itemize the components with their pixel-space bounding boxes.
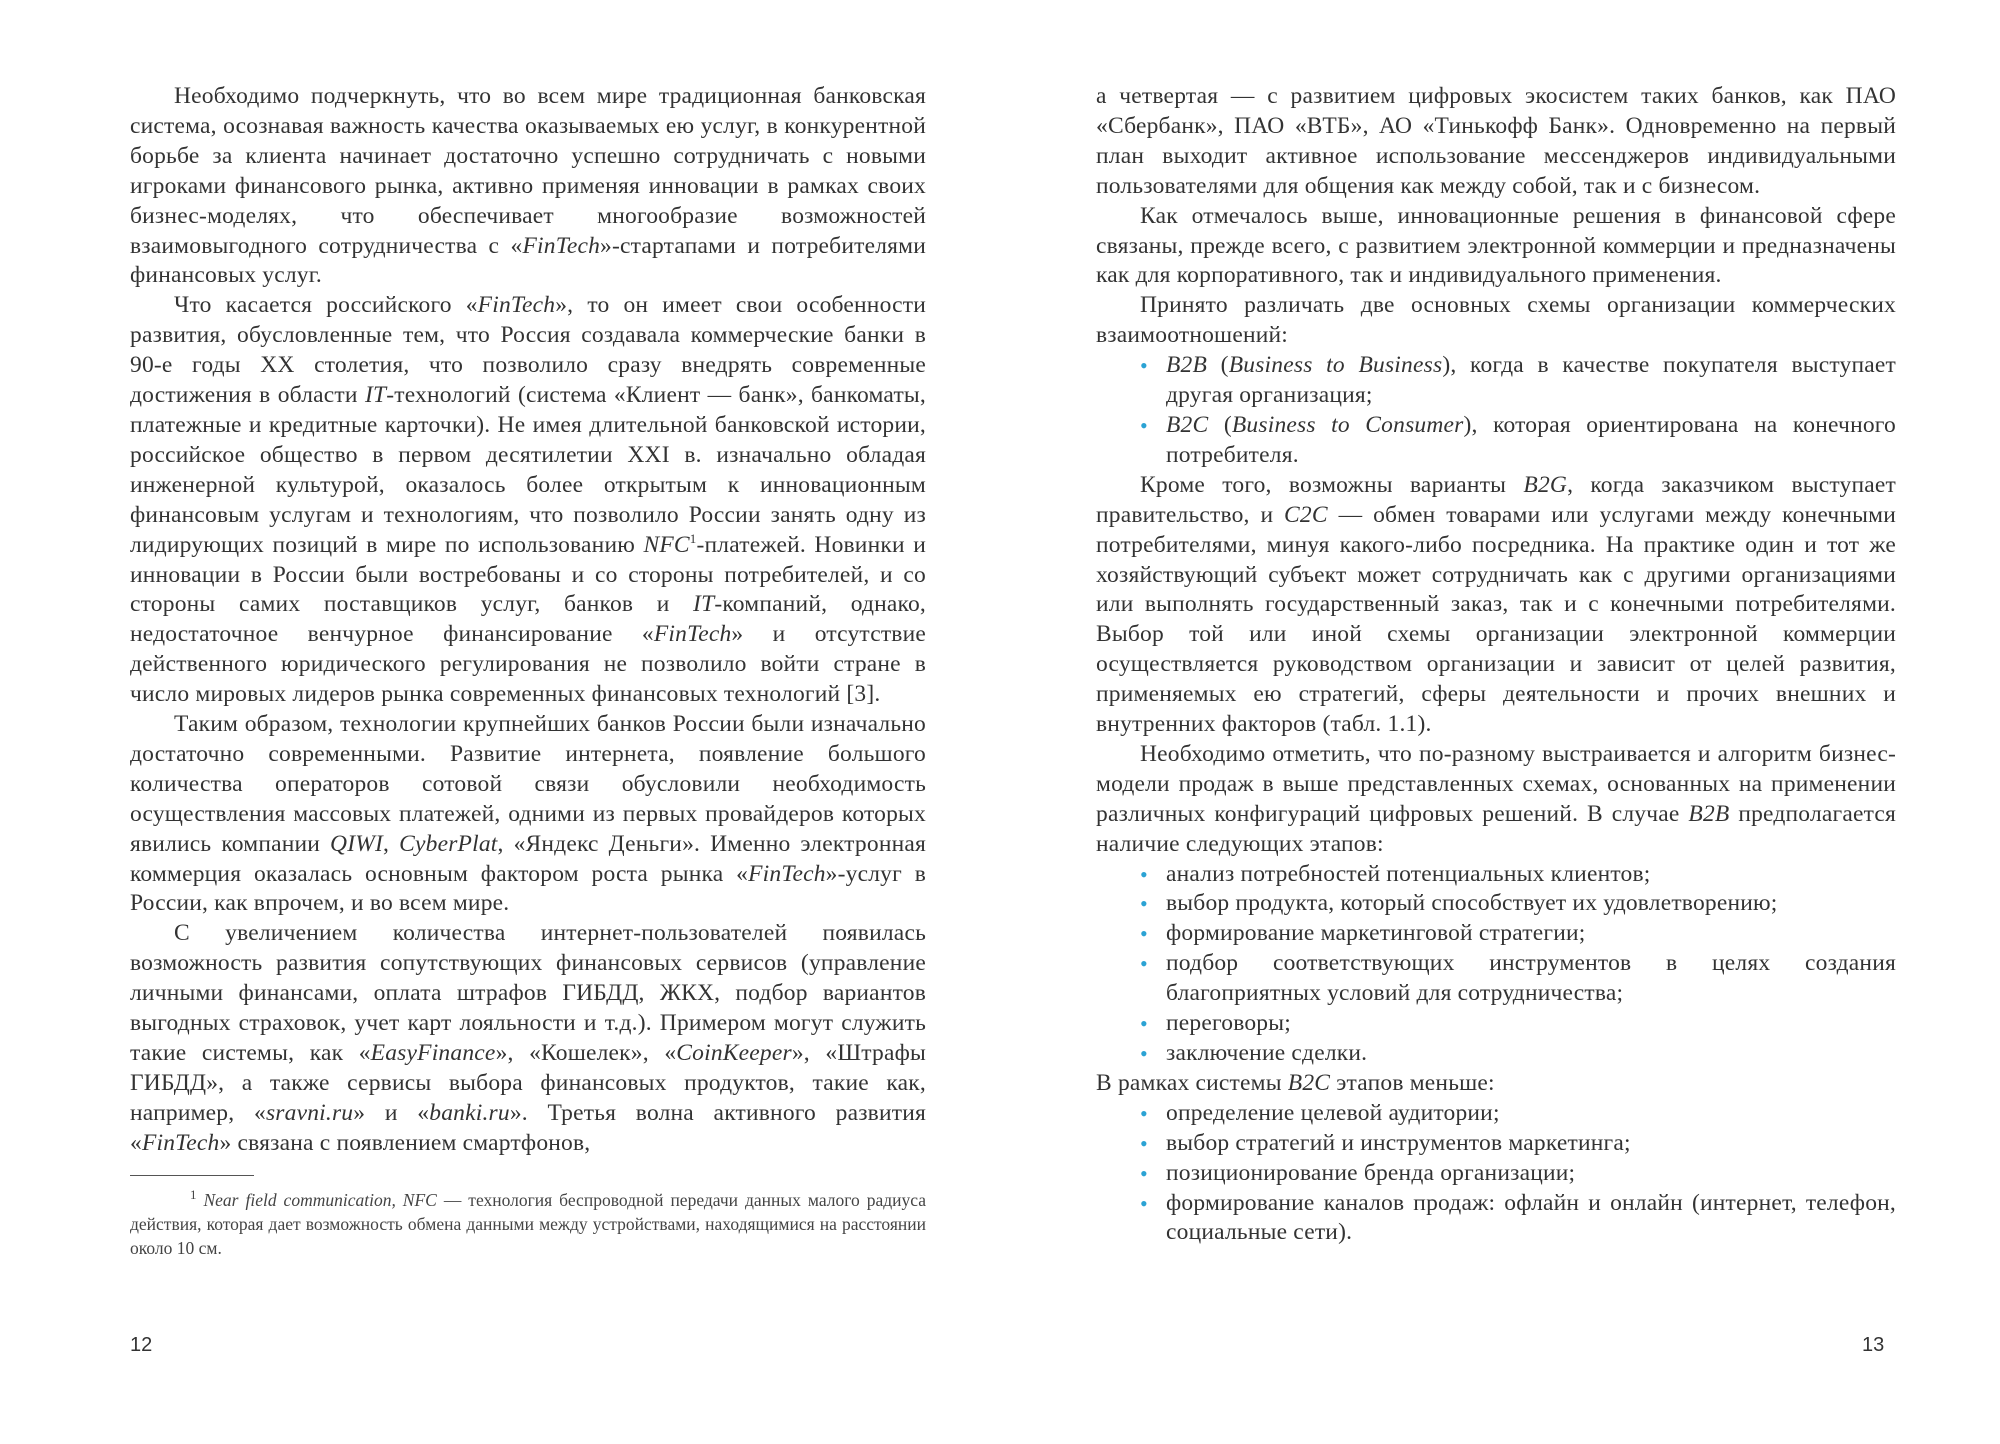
italic-term: EasyFinance [370, 1040, 496, 1066]
italic-term: B2B [1688, 800, 1730, 827]
list-item: • анализ потребностей потенциальных клиентов; [1096, 860, 1896, 890]
bullet-icon: • [1140, 353, 1148, 379]
bullet-icon: • [1140, 1011, 1148, 1037]
italic-term: FinTech [141, 1129, 220, 1156]
paragraph: Таким образом, технологии крупнейших банков России были изначально достаточно современными. Развитие интернета, появление большого количества операторов сотовой связи обусловили необходимость осуществления массовых платежей, одними из первых провайдеров которых явились компании QIWI, CyberPlat, «Яндекс Деньги». Именно электронная коммерция оказалась основным фактором роста рынка «FinTech»-услуг в России, как впрочем, и во всем мире. [130, 711, 927, 917]
bullet-list [1096, 860, 1896, 1069]
paragraph: В рамках системы B2C этапов меньше: [1096, 1069, 1495, 1096]
list-item: • переговоры; [1096, 1009, 1896, 1039]
right-page [1096, 82, 1896, 1248]
list-item: • выбор стратегий и инструментов маркетинга; [1096, 1129, 1896, 1159]
footnote: $^1$ Near field communication, NFC — технология беспроводной передачи данных малого радиуса действия, которая дает возможность обмена данными между устройствами, находящимися на расстоянии около 10 см. [130, 1186, 926, 1258]
bullet-icon: • [1140, 891, 1148, 917]
footnote-mark: 1 [689, 530, 697, 546]
italic-term: FinTech [477, 292, 556, 319]
footnote-mark: 1 [190, 1186, 197, 1202]
italic-term: CoinKeeper [676, 1040, 792, 1066]
list-item: • B2C (Business to Consumer), которая ориентирована на конечного потребителя. [1140, 411, 1896, 468]
italic-term: FinTech [653, 621, 732, 648]
italic-term: NFC [643, 531, 690, 558]
footnote-separator [130, 1175, 254, 1176]
paragraph: Как отмечалось выше, инновационные решения в финансовой сфере связаны, прежде всего, с развитием электронной коммерции и предназначены как для корпоративного, так и индивидуального применения. [1096, 202, 1896, 289]
italic-term: B2C [1287, 1069, 1331, 1096]
bullet-icon: • [1140, 1130, 1148, 1156]
bullet-icon: • [1140, 921, 1148, 947]
list-item: • формирование маркетинговой стратегии; [1096, 919, 1896, 949]
bullet-icon: • [1140, 951, 1148, 977]
list-item: • формирование каналов продаж: офлайн и онлайн (интернет, телефон, социальные сети). [1140, 1189, 1896, 1246]
bullet-icon: • [1140, 1100, 1148, 1126]
paragraph: Что касается российского «FinTech», то он имеет свои особенности развития, обусловленные тем, что Россия создавала коммерческие банки в 90-е годы XX столетия, что позволило сразу внедрять современные достижения в области IT-технологий (система «Клиент — банк», банкоматы, платежные и кредитные карточки). Не имея длительной банковской истории, российское общество в первом десятилетии XXI в. изначально обладая инженерной культурой, оказалось более открытым к инновационным финансовым услугам и технологиям, что позволило России занять одну из лидирующих позиций в мире по использованию NFC$^1$-платежей. Новинки и инновации в России были востребованы и со стороны потребителей, и со стороны самих поставщиков услуг, банков и IT-компаний, однако, недостаточное венчурное финансирование «FinTech» и отсутствие действенного юридического регулирования не позволило войти стране в число мировых лидеров рынка современных финансовых технологий [3]. [130, 292, 926, 708]
bullet-icon: • [1140, 412, 1148, 438]
paragraph: Принято различать две основных схемы организации коммерческих взаимоотношений: [1096, 292, 1896, 349]
paragraph: Необходимо подчеркнуть, что во всем мире традиционная банковская система, осознавая важность качества оказываемых ею услуг, в конкурентной борьбе за клиента начинает достаточно успешно сотрудничать с новыми игроками финансового рынка, активно применяя инновации в рамках своих бизнес-моделях, что обеспечивает многообразие возможностей взаимовыгодного сотрудничества с «FinTech»-стартапами и потребителями финансовых услуг. [130, 83, 926, 289]
right-page-body [1096, 82, 1896, 1248]
italic-term: QIWI [330, 830, 384, 857]
paragraph: С увеличением количества интернет-пользователей появилась возможность развития сопутствующих финансовых сервисов (управление личными финансами, оплата штрафов ГИБДД, ЖКХ, подбор вариантов выгодных страховок, учет карт лояльности и т.д.). Примером могут служить такие системы, как «EasyFinance», «Кошелек», «CoinKeeper», «Штрафы ГИБДД», а также сервисы выбора финансовых продуктов, такие как, например, «sravni.ru» и «banki.ru». Третья волна активного развития «FinTech» связана с появлением смартфонов, [130, 920, 927, 1156]
list-item: • позиционирование бренда организации; [1096, 1159, 1896, 1189]
italic-term: IT [693, 591, 715, 618]
bullet-list [1096, 1099, 1896, 1249]
bullet-list [1096, 351, 1896, 471]
italic-term: C2C [1284, 501, 1328, 528]
bullet-icon: • [1140, 1160, 1148, 1186]
paragraph: Необходимо отметить, что по-разному выстраивается и алгоритм бизнес-модели продаж в выше представленных схемах, основанных на применении различных конфигураций цифровых решений. В случае B2B предполагается наличие следующих этапов: [1096, 740, 1897, 857]
italic-term: FinTech [748, 860, 826, 887]
italic-term: Business to Consumer [1231, 411, 1464, 438]
paragraph: а четвертая — с развитием цифровых экосистем таких банков, как ПАО «Сбербанк», ПАО «ВТБ», АО «Тинькофф Банк». Одновременно на первый план выходит активное использование мессенджеров индивидуальными пользователями для общения как между собой, так и с бизнесом. [1096, 83, 1896, 199]
left-page-body [130, 82, 926, 1159]
page-number-left: 12 [130, 1334, 153, 1356]
left-page [130, 82, 926, 1260]
list-item: • заключение сделки. [1096, 1039, 1896, 1069]
italic-term: CyberPlat [399, 830, 498, 857]
italic-term: B2G [1523, 471, 1568, 498]
italic-term: Business to Business [1228, 352, 1443, 379]
italic-term: banki.ru [429, 1099, 510, 1126]
italic-term: IT [364, 382, 387, 409]
bullet-icon: • [1140, 861, 1148, 887]
list-item: • выбор продукта, который способствует их удовлетворению; [1096, 889, 1896, 919]
list-item: • B2B (Business to Business), когда в качестве покупателя выступает другая организация; [1140, 352, 1896, 409]
italic-term: B2C [1166, 411, 1209, 438]
italic-term: B2B [1166, 352, 1208, 379]
list-item: • определение целевой аудитории; [1096, 1099, 1896, 1129]
italic-term: Near field communication, NFC [203, 1189, 437, 1210]
page-number-right: 13 [1862, 1334, 1885, 1356]
italic-term: FinTech [522, 232, 601, 259]
bullet-icon: • [1140, 1190, 1148, 1216]
bullet-icon: • [1140, 1041, 1148, 1066]
list-item: • подбор соответствующих инструментов в целях создания благоприятных условий для сотрудничества; [1140, 950, 1896, 1007]
italic-term: sravni.ru [265, 1099, 354, 1126]
paragraph: Кроме того, возможны варианты B2G, когда заказчиком выступает правительство, и C2C — обмен товарами или услугами между конечными потребителями, минуя какого-либо посредника. На практике один и тот же хозяйствующий субъект может сотрудничать как с другими организациями или выполнять государственный заказ, так и с конечными потребителями. Выбор той или иной схемы организации электронной коммерции осуществляется руководством организации и зависит от целей развития, применяемых ею стратегий, сферы деятельности и прочих внешних и внутренних факторов (табл. 1.1). [1096, 471, 1896, 738]
